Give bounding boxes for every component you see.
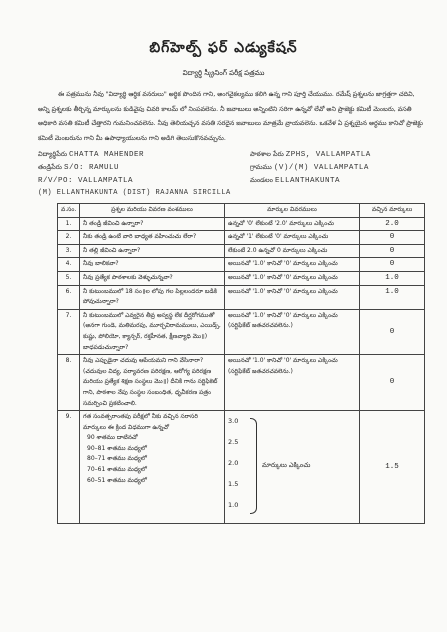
- row-number: 7.: [58, 309, 80, 354]
- score-scale: [228, 412, 356, 522]
- row-number: 3.: [58, 244, 80, 258]
- table-row: [58, 258, 425, 272]
- scale-instruction: మార్కులు ఎక్కించు: [262, 461, 311, 470]
- school-name-field: [250, 150, 371, 160]
- school-name-label: పాఠశాల పేరు: [250, 150, 284, 158]
- row-question: నీ తల్లి జీవించి ఉన్నారా?: [80, 244, 225, 258]
- address-line-1: [38, 176, 133, 185]
- mandal-label: మండలం: [250, 176, 273, 184]
- mandal-field: [250, 176, 340, 186]
- row-detail: అయినచో '1.0' కానిచో '0' మార్కులు ఎక్కించు: [225, 258, 360, 272]
- header-marks-detail: మార్కుల వివరములు: [225, 204, 360, 218]
- row-detail: ఉన్నచో '0' లేకుంటే '2.0' మార్కులు ఎక్కించు: [225, 217, 360, 231]
- row-question: నీ తండ్రి జీవించి ఉన్నారా?: [80, 217, 225, 231]
- scale-range-item: 90–81 శాతము మధ్యలో: [87, 444, 147, 452]
- row-marks: 2.0: [360, 217, 425, 231]
- scale-range-item: 70–61 శాతము మధ్యలో: [87, 466, 147, 474]
- page-title: బిగ్‌హెల్ప్ ఫర్ ఎడ్యుకేషన్: [149, 40, 298, 56]
- scale-score: 1.0: [228, 501, 239, 510]
- row-detail: అయినచో '1.0' కానిచో '0' మార్కులు ఎక్కించు: [225, 271, 360, 285]
- school-name-value: ZPHS, VALLAMPATLA: [285, 151, 371, 159]
- student-name-label: విద్యార్థిపేరు: [38, 150, 67, 158]
- row-marks: 1.0: [360, 271, 425, 285]
- header-marks-obtained: వచ్చిన మార్కులు: [360, 204, 425, 218]
- table-row: [58, 285, 425, 309]
- student-name-value: CHATTA MAHENDER: [69, 151, 145, 159]
- village-value: (V)/(M) VALLAMPATLA: [273, 164, 369, 172]
- row-question: నీ కుటుంబములో ఎవ్వరైన తీవ్ర అస్వస్థ లేక దీర్ఘరోగముతో (అనగా గుండె, మతిమరపు, మూర్ఛవిరామములు, ఎయిడ్స్, కుష్టు, పోలియో, క్యాన్సర్, రక్తహీనత, క్షీణవ్యాధి మొ॥) బాధపడుచున్నారా?: [80, 309, 225, 354]
- row-question: నీవు బాలికవా?: [80, 258, 225, 272]
- row-question: నీకు తండ్రి ఉంటే వారి బాధ్యత వహించుచు లేరా?: [80, 231, 225, 245]
- row-question: నీ కుటుంబములో 18 సం॥ల లోపు గల పిల్లలందరూ బడికి పోవుచున్నారా?: [80, 285, 225, 309]
- row-marks: 0: [360, 231, 425, 245]
- father-name-field: [38, 163, 119, 173]
- scale-score: 2.0: [228, 459, 239, 468]
- scale-score: 1.5: [228, 480, 239, 489]
- row-detail: లేకుంటే 2.0 ఉన్నచో 0 మార్కులు ఎక్కించు: [225, 244, 360, 258]
- father-name-value: S/O: RAMULU: [63, 164, 119, 172]
- header-serial: వ.సం.: [58, 204, 80, 218]
- row-number: 1.: [58, 217, 80, 231]
- row-question-text: గత సంవత్సరాంతపు పరీక్షలో నీకు వచ్చిన సరాసరి మార్కులు ఈ క్రింద విధముగా ఉన్నచో: [83, 413, 198, 431]
- row-detail: అయినచో '1.0' కానిచో '0' మార్కులు ఎక్కించు (సర్టిఫికేట్ జతచరచవలెను.): [225, 355, 360, 411]
- row-detail: ఉన్నచో '1' లేకుంటే '0' మార్కులు ఎక్కించు: [225, 231, 360, 245]
- brace-icon: [250, 418, 257, 514]
- row-question: నీవు ఎప్పుడైనా చదువు ఆపేయమని గాని వేసినారా? (చదువుల విద్య, పర్యావరణ పరిరక్షణ, ఆరోగ్య పరిరక్షణ మరియు ప్రత్యేక శిక్షణ సంస్థలు మొ॥) దీనికి గాను సర్టిఫికెట్ గాని, పాఠశాల నేపు సంస్థల సంబంధిత, ధృవీకరణ పత్రం సమర్పించి ప్రకటించాలి.: [80, 355, 225, 411]
- row-marks: 1.5: [360, 411, 425, 524]
- table-header-row: [58, 204, 425, 218]
- row-number: 9.: [58, 411, 80, 524]
- student-name-field: [38, 150, 144, 160]
- address-line-2-value: (M) ELLANTHAKUNTA (DIST) RAJANNA SIRCILLA: [38, 189, 231, 197]
- father-name-label: తండ్రిపేరు: [38, 163, 62, 171]
- table-row: [58, 309, 425, 354]
- row-number: 4.: [58, 258, 80, 272]
- row-marks: 0: [360, 309, 425, 354]
- row-number: 8.: [58, 355, 80, 411]
- row-marks: 1.0: [360, 285, 425, 309]
- row-marks: 0: [360, 258, 425, 272]
- scale-score: 3.0: [228, 417, 239, 426]
- screening-table: [57, 203, 425, 524]
- table-row: [58, 231, 425, 245]
- village-label: గ్రామము: [250, 163, 272, 171]
- address-line-2: [38, 188, 231, 197]
- scale-range-item: 90 శాతము దాటినచో: [87, 434, 138, 442]
- address-line-1-value: R/V/PO: VALLAMPATLA: [38, 177, 134, 185]
- row-detail: [225, 411, 360, 524]
- row-detail: అయినచో '1.0' కానిచో '0' మార్కులు ఎక్కించు: [225, 285, 360, 309]
- page-subtitle: విద్యార్థి స్క్రీనింగ్ పరీక్ష పత్రము: [182, 69, 265, 77]
- row-number: 5.: [58, 271, 80, 285]
- row-number: 2.: [58, 231, 80, 245]
- scale-range-item: 60–51 శాతము మధ్యలో: [87, 476, 147, 484]
- row-marks: 0: [360, 244, 425, 258]
- intro-paragraph: ఈ పత్రమును నీవు "విద్యార్థి ఆర్థిక వనరులు" అర్థిక పొందిన గాని, అంగవైకల్యము కలిగి ఉన్న గాని పూర్తి చేయుము. రమేష్ ప్రశ్నలను జాగ్రత్తగా చదివి, అన్ని ప్రశ్నలకు తీర్చిన్న మార్కులను కుడివైపు చివరి కాలమ్ లో నింపవలెను. నీ జవాబులు అన్నింటిని సరిగా ఉన్నవో లేవో అని ప్రాజెక్టు కమిటీ మెంబరు, వసతి అధికారి వసతి కమిటీ చేత్తారని గుమనించవలెను. నీవు తెలియచ్చన వసతి సరదైన జవాబులు మాత్రమే వ్రాయవలెను. ఒకవేళ ఏ ప్రశ్నయైన అర్థము కానిచో ప్రాజెక్టు కమిటీ మెంబరును గాని మీ ఉపాధ్యాయులను గాని అడిగి తెలుసుకొనవచ్చును.: [38, 91, 423, 142]
- row-question: [80, 411, 225, 524]
- table-row: [58, 271, 425, 285]
- row-detail: అయినచో '1.0' కానిచో '0' మార్కులు ఎక్కించు (సర్టిఫికేట్ జతచరచవలెను.): [225, 309, 360, 354]
- table-row: [58, 244, 425, 258]
- table-row: [58, 217, 425, 231]
- header-question: ప్రశ్నల మరియు వివరణ వంశములు: [80, 204, 225, 218]
- row-number: 6.: [58, 285, 80, 309]
- scale-score: 2.5: [228, 438, 239, 447]
- village-field: [250, 163, 369, 173]
- mandal-value: ELLANTHAKUNTA: [274, 177, 340, 185]
- row-question: నీవు ప్రత్యేక పాఠశాలకు వెళ్ళుచున్నవా?: [80, 271, 225, 285]
- row-marks: 0: [360, 355, 425, 411]
- table-row: [58, 355, 425, 411]
- scale-range-item: 80–71 శాతము మధ్యలో: [87, 455, 147, 463]
- scale-ranges: [83, 433, 221, 486]
- table-row: [58, 411, 425, 524]
